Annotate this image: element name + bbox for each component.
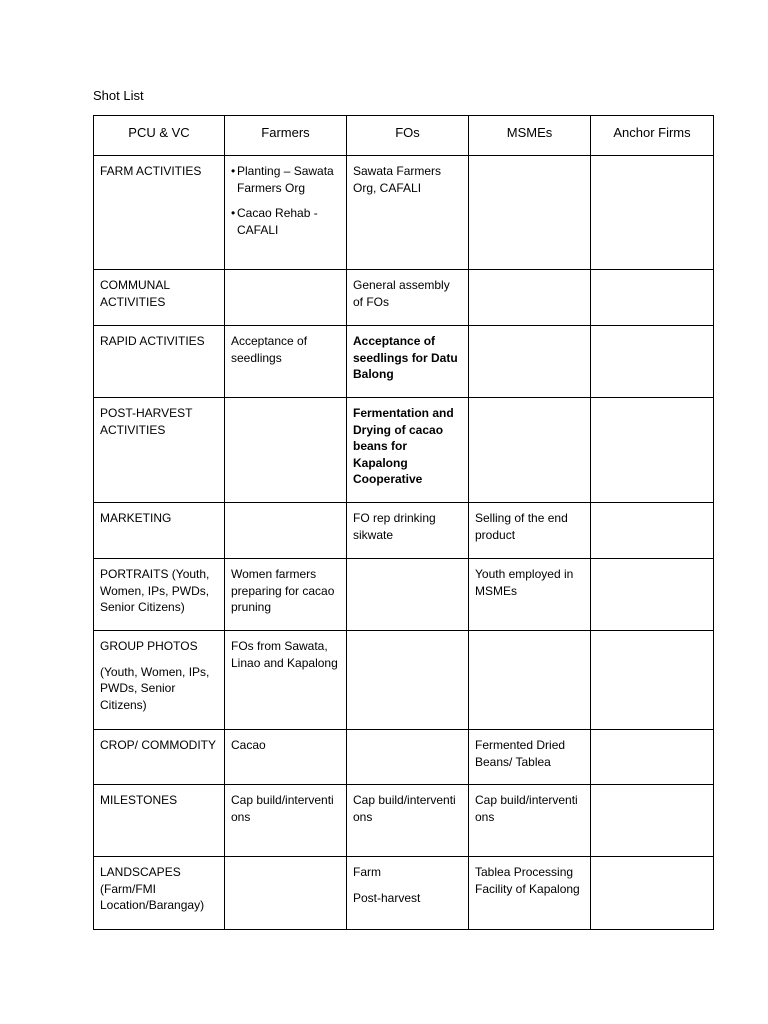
anchor-firms-cell [591,631,714,730]
row-label-cell [94,631,225,730]
farmers-cell [225,270,347,326]
header-pcu-vc: PCU & VC [94,116,225,156]
row-label: RAPID ACTIVITIES [94,326,225,398]
msmes-cell: Selling of the end product [469,503,591,559]
anchor-firms-cell [591,398,714,503]
fos-cell: Sawata Farmers Org, CAFALI [347,156,469,270]
fos-cell [347,730,469,785]
row-label: COMMUNAL ACTIVITIES [94,270,225,326]
anchor-firms-cell [591,559,714,631]
row-label: GROUP PHOTOS [100,639,198,653]
farmers-cell [225,398,347,503]
msmes-cell [469,326,591,398]
farmers-cell: FOs from Sawata, Linao and Kapalong [225,631,347,730]
anchor-firms-cell [591,503,714,559]
fos-cell [347,631,469,730]
fos-cell [347,857,469,930]
row-label: LANDSCAPES (Farm/FMI Location/Barangay) [94,857,225,930]
table-row [94,857,714,930]
farmers-cell [225,156,347,270]
farmers-cell: Cacao [225,730,347,785]
header-fos: FOs [347,116,469,156]
farmers-cell: Cap build/interventions [225,785,347,857]
anchor-firms-cell [591,857,714,930]
msmes-cell [469,398,591,503]
fos-cell: Cap build/interventions [347,785,469,857]
row-label: FARM ACTIVITIES [94,156,225,270]
anchor-firms-cell [591,326,714,398]
header-farmers: Farmers [225,116,347,156]
table-row [94,559,714,631]
table-row [94,326,714,398]
fos-cell: Fermentation and Drying of cacao beans for Kapalong Cooperative [347,398,469,503]
table-header-row [94,116,714,156]
table-row [94,398,714,503]
fos-line: Post-harvest [353,890,421,905]
table-row [94,730,714,785]
farmers-cell: Acceptance of seedlings [225,326,347,398]
row-label: MILESTONES [94,785,225,857]
msmes-cell: Tablea Processing Facility of Kapalong [469,857,591,930]
msmes-cell: Fermented Dried Beans/ Tablea [469,730,591,785]
msmes-cell: Cap build/interventions [469,785,591,857]
table-row [94,270,714,326]
anchor-firms-cell [591,785,714,857]
fos-cell: General assembly of FOs [347,270,469,326]
shot-list-table [93,115,714,930]
farmers-cell [225,503,347,559]
row-label: MARKETING [94,503,225,559]
list-item: • Planting – Sawata Farmers Org [231,164,334,195]
farmers-cell [225,857,347,930]
document-title: Shot List [93,88,144,103]
msmes-cell [469,270,591,326]
row-label-sub: (Youth, Women, IPs, PWDs, Senior Citizens) [100,664,210,712]
header-anchor-firms: Anchor Firms [591,116,714,156]
table-row [94,503,714,559]
anchor-firms-cell [591,270,714,326]
anchor-firms-cell [591,730,714,785]
anchor-firms-cell [591,156,714,270]
fos-cell: FO rep drinking sikwate [347,503,469,559]
msmes-cell: Youth employed in MSMEs [469,559,591,631]
row-label: CROP/ COMMODITY [94,730,225,785]
table-row [94,631,714,730]
list-item: • Cacao Rehab - CAFALI [231,206,318,237]
row-label: PORTRAITS (Youth, Women, IPs, PWDs, Senior Citizens) [94,559,225,631]
row-label: POST-HARVEST ACTIVITIES [94,398,225,503]
header-msmes: MSMEs [469,116,591,156]
fos-cell [347,559,469,631]
farmers-cell: Women farmers preparing for cacao pruning [225,559,347,631]
msmes-cell [469,156,591,270]
fos-cell: Acceptance of seedlings for Datu Balong [347,326,469,398]
msmes-cell [469,631,591,730]
table-row [94,785,714,857]
fos-line: Farm [353,865,381,879]
table-row [94,156,714,270]
